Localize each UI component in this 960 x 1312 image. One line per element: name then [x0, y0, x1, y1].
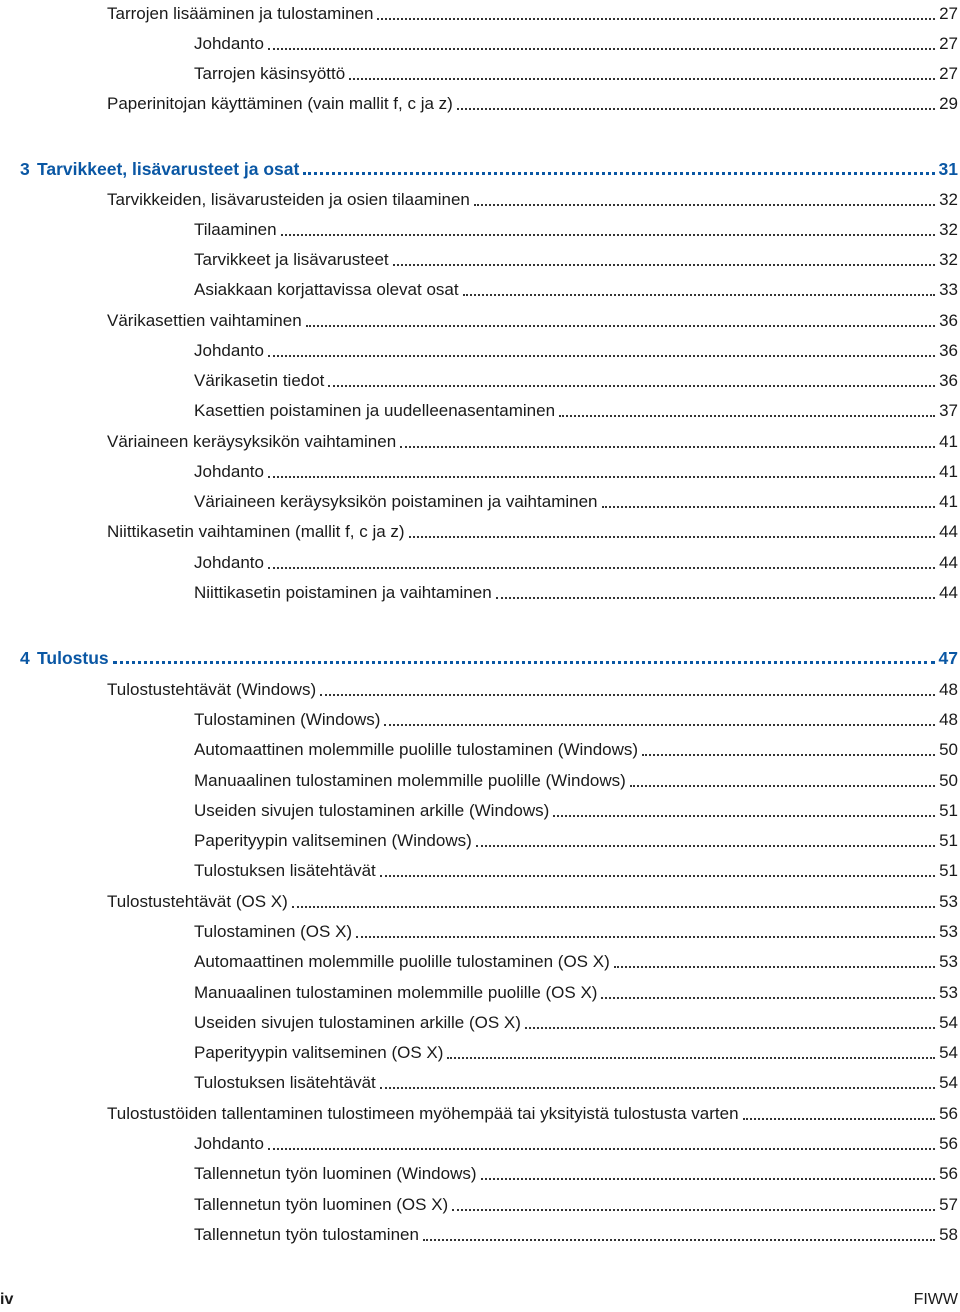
toc-entry[interactable] [194, 857, 958, 881]
toc-entry-page: 54 [939, 1013, 958, 1032]
toc-entry-title: Tulostustöiden tallentaminen tulostimeen myöhempää tai yksityistä tulostusta varten [107, 1104, 739, 1123]
toc-entry[interactable] [194, 1160, 958, 1184]
toc-entry[interactable] [194, 246, 958, 270]
toc-entry[interactable] [194, 216, 958, 240]
dot-leader [614, 966, 935, 968]
toc-entry[interactable] [194, 979, 958, 1003]
toc-entry[interactable] [107, 307, 958, 331]
toc-entry-title: Useiden sivujen tulostaminen arkille (Windows) [194, 801, 550, 820]
dot-leader [380, 875, 935, 877]
toc-entry-page: 51 [939, 831, 958, 850]
chapter-number: 3 [20, 159, 30, 179]
toc-entry-title: Johdanto [194, 34, 264, 53]
toc-entry-page: 54 [939, 1043, 958, 1062]
toc-entry-title: Tallennetun työn tulostaminen [194, 1225, 419, 1244]
toc-entry-title: Kasettien poistaminen ja uudelleenasentaminen [194, 401, 556, 420]
dot-leader [409, 536, 935, 538]
dot-leader [281, 234, 936, 236]
toc-entry[interactable] [194, 706, 958, 730]
toc-chapter-entry[interactable] [20, 155, 958, 179]
chapter-title-text: Tulostus [37, 648, 109, 668]
dot-leader [452, 1209, 935, 1211]
chapter-title-text: Tarvikkeet, lisävarusteet ja osat [37, 159, 300, 179]
toc-entry[interactable] [107, 676, 958, 700]
toc-entry[interactable] [194, 1069, 958, 1093]
toc-entry-page: 56 [939, 1104, 958, 1123]
toc-entry[interactable] [194, 1191, 958, 1215]
toc-entry-page: 50 [939, 740, 958, 759]
dot-leader [320, 694, 935, 696]
toc-entry-title: Paperityypin valitseminen (OS X) [194, 1043, 444, 1062]
dot-leader [268, 48, 935, 50]
dot-leader [481, 1178, 936, 1180]
toc-entry[interactable] [194, 1221, 958, 1245]
chapter-number: 4 [20, 648, 30, 668]
toc-entry[interactable] [194, 1009, 958, 1033]
toc-entry[interactable] [107, 90, 958, 114]
toc-entry-title: Useiden sivujen tulostaminen arkille (OS X) [194, 1013, 521, 1032]
toc-entry[interactable] [107, 186, 958, 210]
toc-entry-title: Johdanto [194, 462, 264, 481]
dot-leader [268, 567, 935, 569]
toc-entry-page: 56 [939, 1134, 958, 1153]
toc-entry-title: Automaattinen molemmille puolille tulostaminen (Windows) [194, 740, 639, 759]
dot-leader [328, 385, 935, 387]
dot-leader [423, 1239, 935, 1241]
toc-entry-title: Paperinitojan käyttäminen (vain mallit f, c ja z) [107, 94, 453, 113]
toc-entry[interactable] [107, 888, 958, 912]
toc-entry-title: Manuaalinen tulostaminen molemmille puolille (Windows) [194, 771, 626, 790]
toc-entry-page: 41 [939, 462, 958, 481]
toc-entry[interactable] [107, 428, 958, 452]
toc-entry-page: 56 [939, 1164, 958, 1183]
toc-entry-title: Väriaineen keräysyksikön vaihtaminen [107, 432, 397, 451]
toc-entry-page: 44 [939, 553, 958, 572]
toc-entry[interactable] [194, 549, 958, 573]
toc-entry[interactable] [194, 827, 958, 851]
toc-entry-title: Värikasettien vaihtaminen [107, 311, 302, 330]
toc-entry-title: Väriaineen keräysyksikön poistaminen ja vaihtaminen [194, 492, 598, 511]
dot-leader [559, 415, 935, 417]
dot-leader [457, 108, 935, 110]
toc-entry-page: 27 [939, 34, 958, 53]
dot-leader [113, 661, 935, 664]
toc-entry-title: Niittikasetin poistaminen ja vaihtaminen [194, 583, 492, 602]
toc-entry-page: 27 [939, 64, 958, 83]
dot-leader [268, 355, 935, 357]
toc-entry-page: 50 [939, 771, 958, 790]
toc-entry-page: 33 [939, 280, 958, 299]
toc-entry-page: 53 [939, 952, 958, 971]
toc-entry-page: 51 [939, 801, 958, 820]
toc-entry-page: 36 [939, 341, 958, 360]
toc-entry-title: Tallennetun työn luominen (Windows) [194, 1164, 477, 1183]
toc-entry-title: Niittikasetin vaihtaminen (mallit f, c ja z) [107, 522, 405, 541]
toc-entry[interactable] [194, 797, 958, 821]
toc-entry[interactable] [194, 337, 958, 361]
toc-entry-page: 57 [939, 1195, 958, 1214]
toc-entry-title: Tarrojen käsinsyöttö [194, 64, 346, 83]
toc-entry-title: Tarvikkeet ja lisävarusteet [194, 250, 389, 269]
toc-entry-page: 53 [939, 892, 958, 911]
toc-entry-page: 53 [939, 922, 958, 941]
toc-entry-title: Tulostaminen (Windows) [194, 710, 381, 729]
dot-leader [384, 724, 935, 726]
footer-doc-code: FIWW [913, 1291, 958, 1308]
toc-entry[interactable] [194, 60, 958, 84]
toc-entry-title: Paperityypin valitseminen (Windows) [194, 831, 472, 850]
toc-entry-title: Tulostuksen lisätehtävät [194, 861, 376, 880]
toc-entry-title: Tulostuksen lisätehtävät [194, 1073, 376, 1092]
toc-entry-page: 51 [939, 861, 958, 880]
toc-entry-title: Johdanto [194, 553, 264, 572]
dot-leader [306, 325, 935, 327]
toc-entry[interactable] [194, 488, 958, 512]
toc-entry-page: 47 [938, 648, 958, 668]
dot-leader [393, 264, 935, 266]
dot-leader [476, 845, 935, 847]
toc-entry[interactable] [107, 1100, 958, 1124]
toc-entry[interactable] [194, 918, 958, 942]
toc-chapter-entry[interactable] [20, 644, 958, 668]
toc-entry[interactable] [194, 948, 958, 972]
toc-entry-page: 54 [939, 1073, 958, 1092]
toc-chapter-title [20, 648, 111, 668]
toc-entry-title: Johdanto [194, 341, 264, 360]
footer-page-number: iv [0, 1291, 14, 1308]
dot-leader [553, 815, 935, 817]
dot-leader [447, 1057, 935, 1059]
dot-leader [474, 204, 935, 206]
dot-leader [463, 294, 935, 296]
toc-entry-title: Johdanto [194, 1134, 264, 1153]
toc-entry-page: 58 [939, 1225, 958, 1244]
dot-leader [303, 172, 934, 175]
toc-entry-page: 32 [939, 190, 958, 209]
toc-entry[interactable] [194, 397, 958, 421]
toc-entry-page: 53 [939, 983, 958, 1002]
dot-leader [349, 78, 935, 80]
toc-entry-title: Tarrojen lisääminen ja tulostaminen [107, 4, 374, 23]
toc-entry[interactable] [194, 458, 958, 482]
dot-leader [602, 506, 936, 508]
dot-leader [380, 1087, 935, 1089]
toc-entry-page: 29 [939, 94, 958, 113]
toc-entry-title: Automaattinen molemmille puolille tulostaminen (OS X) [194, 952, 610, 971]
toc-entry-page: 48 [939, 680, 958, 699]
dot-leader [496, 597, 935, 599]
dot-leader [268, 476, 935, 478]
dot-leader [525, 1027, 935, 1029]
toc-entry[interactable] [194, 579, 958, 603]
toc-entry-title: Tallennetun työn luominen (OS X) [194, 1195, 449, 1214]
toc-entry-title: Tulostustehtävät (Windows) [107, 680, 317, 699]
toc-entry-page: 41 [939, 492, 958, 511]
dot-leader [601, 997, 935, 999]
dot-leader [400, 446, 935, 448]
toc-chapter-title [20, 159, 301, 179]
dot-leader [743, 1118, 936, 1120]
toc-entry[interactable] [194, 1130, 958, 1154]
toc-entry-title: Tilaaminen [194, 220, 277, 239]
toc-entry-page: 27 [939, 4, 958, 23]
dot-leader [356, 936, 935, 938]
toc-entry[interactable] [194, 736, 958, 760]
toc-entry-page: 41 [939, 432, 958, 451]
dot-leader [630, 785, 935, 787]
toc-entry-page: 36 [939, 311, 958, 330]
toc-entry-page: 31 [938, 159, 958, 179]
toc-entry-page: 44 [939, 583, 958, 602]
dot-leader [377, 18, 935, 20]
toc-entry-title: Värikasetin tiedot [194, 371, 325, 390]
toc-entry[interactable] [107, 518, 958, 542]
toc-entry-title: Manuaalinen tulostaminen molemmille puolille (OS X) [194, 983, 598, 1002]
toc-entry[interactable] [194, 1039, 958, 1063]
toc-entry-page: 44 [939, 522, 958, 541]
toc-entry-title: Tarvikkeiden, lisävarusteiden ja osien tilaaminen [107, 190, 470, 209]
toc-entry-page: 37 [939, 401, 958, 420]
toc-entry[interactable] [107, 0, 958, 24]
toc-entry[interactable] [194, 276, 958, 300]
dot-leader [292, 906, 935, 908]
toc-entry-title: Tulostaminen (OS X) [194, 922, 353, 941]
toc-entry-page: 48 [939, 710, 958, 729]
dot-leader [268, 1148, 935, 1150]
toc-entry[interactable] [194, 30, 958, 54]
toc-entry[interactable] [194, 767, 958, 791]
dot-leader [642, 754, 935, 756]
toc-entry-page: 32 [939, 220, 958, 239]
toc-entry-page: 32 [939, 250, 958, 269]
toc-entry-page: 36 [939, 371, 958, 390]
toc-entry-title: Asiakkaan korjattavissa olevat osat [194, 280, 459, 299]
toc-entry-title: Tulostustehtävät (OS X) [107, 892, 288, 911]
toc-entry[interactable] [194, 367, 958, 391]
